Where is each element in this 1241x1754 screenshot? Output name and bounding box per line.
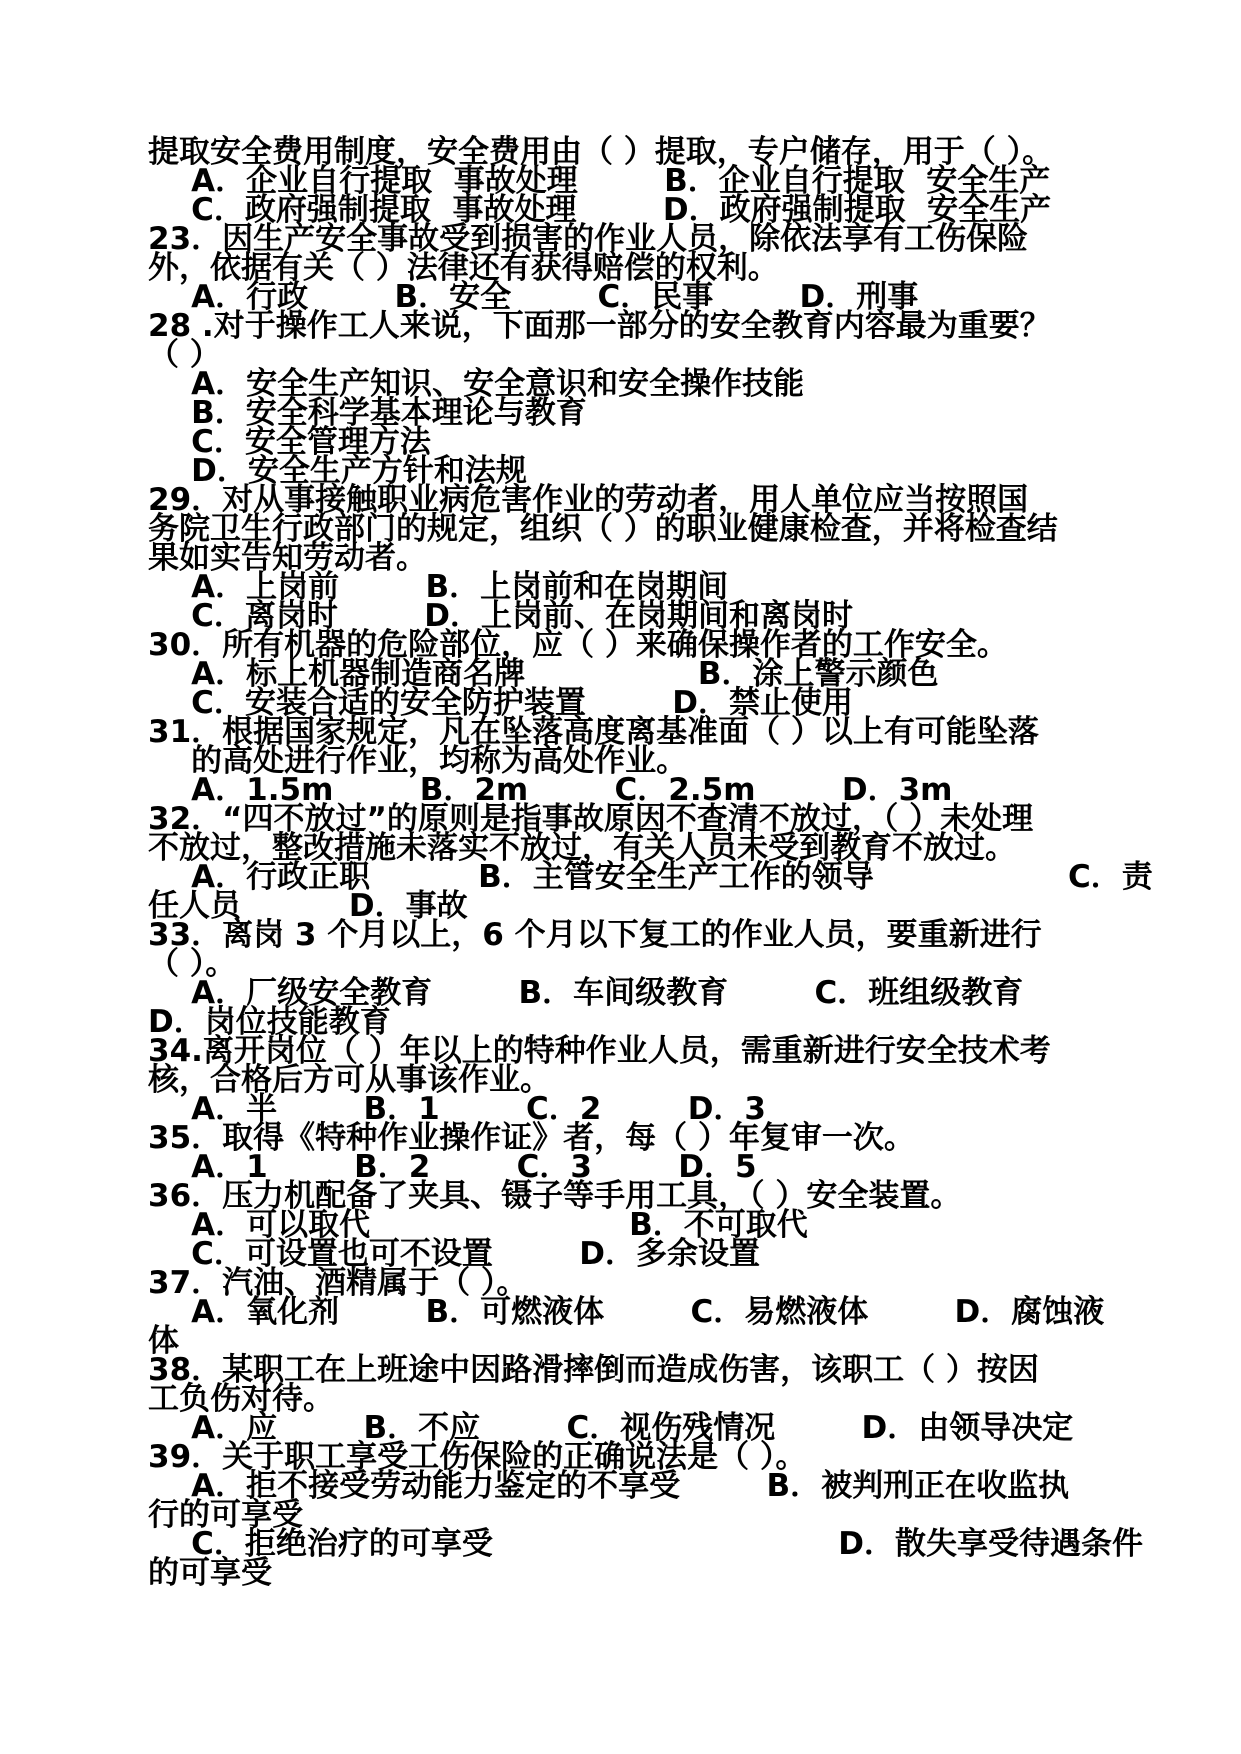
option-line: C．政府强制提取 事故处理 D．政府强制提取 安全生产 xyxy=(148,192,1052,228)
question-line: （ ） xyxy=(148,337,221,373)
option-line: C．安装合适的安全防护装置 D．禁止使用 xyxy=(148,685,853,721)
option-line: 的可享受 xyxy=(148,1555,272,1591)
question-line: 32．“四不放过”的原则是指事故原因不查清不放过，（ ）未处理 xyxy=(148,801,1034,837)
question-line: 35．取得《特种作业操作证》者，每（ ）年复审一次。 xyxy=(148,1120,915,1156)
option-line: B．安全科学基本理论与教育 xyxy=(148,395,587,431)
question-line: 39．关于职工享受工伤保险的正确说法是（ ）。 xyxy=(148,1439,807,1475)
option-line: 行的可享受 xyxy=(148,1497,303,1533)
question-line: 果如实告知劳动者。 xyxy=(148,540,427,576)
option-line: A．1.5m B．2m C．2.5m D．3m xyxy=(148,772,953,808)
option-line: C．可设置也可不设置 D．多余设置 xyxy=(148,1236,760,1272)
option-line: A．厂级安全教育 B．车间级教育 C．班组级教育 xyxy=(148,975,1024,1011)
question-line: 33．离岗 3 个月以上，6 个月以下复工的作业人员，要重新进行 xyxy=(148,917,1042,953)
question-line: 29．对从事接触职业病危害作业的劳动者，用人单位应当按照国 xyxy=(148,482,1029,518)
question-text-block xyxy=(148,134,1153,1591)
option-line: A．可以取代 B．不可取代 xyxy=(148,1207,808,1243)
question-line: 30．所有机器的危险部位，应（ ）来确保操作者的工作安全。 xyxy=(148,627,1008,663)
question-line: 外，依据有关（ ）法律还有获得赔偿的权利。 xyxy=(148,250,779,286)
option-line: A．1 B．2 C．3 D．5 xyxy=(148,1149,757,1185)
option-line: C．拒绝治疗的可享受 D．散失享受待遇条件 xyxy=(148,1526,1144,1562)
question-line: 38．某职工在上班途中因路滑摔倒而造成伤害，该职工（ ）按因 xyxy=(148,1352,1039,1388)
question-line: 28 .对于操作工人来说，下面那一部分的安全教育内容最为重要？ xyxy=(148,308,1051,344)
option-line: A．上岗前 B．上岗前和在岗期间 xyxy=(148,569,729,605)
option-line: 任人员 D．事故 xyxy=(148,888,468,924)
option-line: D．安全生产方针和法规 xyxy=(148,453,527,489)
option-line: A．企业自行提取 事故处理 B．企业自行提取 安全生产 xyxy=(148,163,1051,199)
question-line: （ ）。 xyxy=(148,946,237,982)
question-line: 工负伤对待。 xyxy=(148,1381,334,1417)
option-line: A．标上机器制造商名牌 B．涂上警示颜色 xyxy=(148,656,939,692)
option-line: 体 xyxy=(148,1323,179,1359)
option-line: A．应 B．不应 C．视伤残情况 D．由领导决定 xyxy=(148,1410,1074,1446)
option-line: C．安全管理方法 xyxy=(148,424,431,460)
option-line: D．岗位技能教育 xyxy=(148,1004,391,1040)
question-line: 不放过，整改措施未落实不放过，有关人员未受到教育不放过。 xyxy=(148,830,1016,866)
question-line: 31．根据国家规定，凡在坠落高度离基准面（ ）以上有可能坠落 xyxy=(148,714,1039,750)
question-line: 37．汽油、酒精属于（ ）。 xyxy=(148,1265,528,1301)
option-line: A．行政正职 B．主管安全生产工作的领导 C．责 xyxy=(148,859,1153,895)
option-line: A．拒不接受劳动能力鉴定的不享受 B．被判刑正在收监执 xyxy=(148,1468,1070,1504)
option-line: A．氧化剂 B．可燃液体 C．易燃液体 D．腐蚀液 xyxy=(148,1294,1105,1330)
question-line: 核，合格后方可从事该作业。 xyxy=(148,1062,551,1098)
question-line: 务院卫生行政部门的规定，组织（ ）的职业健康检查，并将检查结 xyxy=(148,511,1058,547)
question-line: 23．因生产安全事故受到损害的作业人员，除依法享有工伤保险 xyxy=(148,221,1029,257)
option-line: A．安全生产知识、安全意识和安全操作技能 xyxy=(148,366,805,402)
question-line: 的高处进行作业，均称为高处作业。 xyxy=(148,743,688,779)
question-line: 34.离开岗位（ ）年以上的特种作业人员，需重新进行安全技术考 xyxy=(148,1033,1051,1069)
option-line: C．离岗时 D．上岗前、在岗期间和离岗时 xyxy=(148,598,853,634)
text-line: 提取安全费用制度，安全费用由（ ）提取，专户储存，用于（ ）。 xyxy=(148,134,1054,170)
option-line: A．行政 B．安全 C．民事 D．刑事 xyxy=(148,279,919,315)
question-line: 36．压力机配备了夹具、镊子等手用工具，（ ）安全装置。 xyxy=(148,1178,962,1214)
option-line: A．半 B．1 C．2 D．3 xyxy=(148,1091,767,1127)
